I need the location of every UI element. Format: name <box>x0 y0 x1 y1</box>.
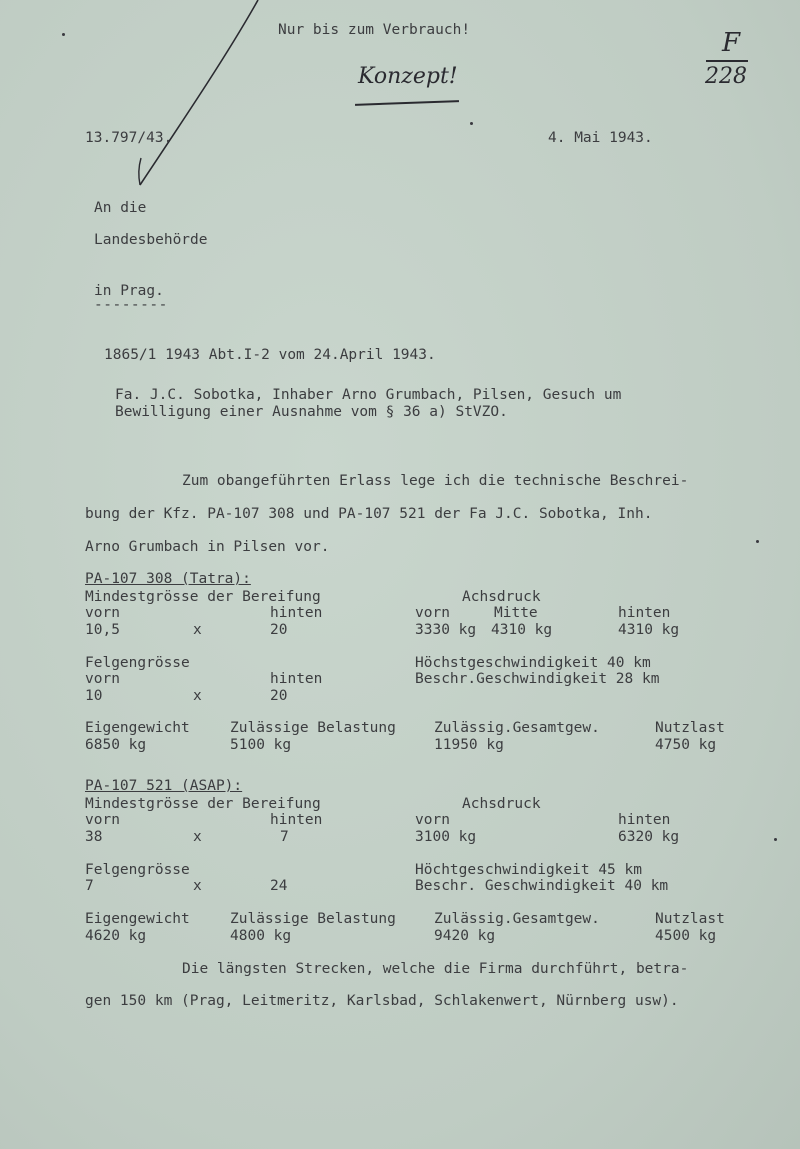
body-para2-line2: gen 150 km (Prag, Leitmeritz, Karlsbad, Schlakenwert, Nürnberg usw). <box>85 993 679 1009</box>
vehicle1-axle-front-label: vorn <box>415 605 450 621</box>
vehicle2-tire-label: Mindestgrösse der Bereifung <box>85 796 321 812</box>
vehicle1-tire-rear: 20 <box>270 622 288 638</box>
body-para1-line3: Arno Grumbach in Pilsen vor. <box>85 539 330 555</box>
vehicle2-rim-label: Felgengrösse <box>85 862 190 878</box>
vehicle1-tire-label: Mindestgrösse der Bereifung <box>85 589 321 605</box>
folio-number: 228 <box>705 64 747 89</box>
vehicle1-weight-value-1: 6850 kg <box>85 737 147 753</box>
vehicle2-weight-label-2: Zulässige Belastung <box>230 911 396 927</box>
vehicle2-axle-front-label: vorn <box>415 812 450 828</box>
vehicle1-rim-front: 10 <box>85 688 103 704</box>
vehicle2-rim-front: 7 <box>85 878 94 894</box>
vehicle2-speed-limited: Beschr. Geschwindigkeit 40 km <box>415 878 669 894</box>
vehicle1-axle-front: 3330 kg <box>415 622 477 638</box>
ink-speck <box>470 122 473 125</box>
vehicle2-axle-rear-label: hinten <box>618 812 671 828</box>
vehicle1-tire-front: 10,5 <box>85 622 120 638</box>
body-para2-line1: Die längsten Strecken, welche die Firma durchführt, betra- <box>182 961 689 977</box>
letter-date: 4. Mai 1943. <box>548 130 653 146</box>
vehicle1-rim-rear-label: hinten <box>270 671 323 687</box>
ink-speck <box>62 33 65 36</box>
addressee-line-3: in Prag. <box>94 283 164 299</box>
vehicle1-rim-front-label: vorn <box>85 671 120 687</box>
vehicle1-rim-label: Felgengrösse <box>85 655 190 671</box>
vehicle1-axle-rear: 4310 kg <box>618 622 680 638</box>
addressee-underline: -------- <box>94 297 168 313</box>
addressee-line-2: Landesbehörde <box>94 232 208 248</box>
vehicle1-rim-x: x <box>193 688 202 704</box>
vehicle1-axle-label: Achsdruck <box>462 589 541 605</box>
vehicle2-axle-label: Achsdruck <box>462 796 541 812</box>
vehicle2-weight-value-4: 4500 kg <box>655 928 717 944</box>
vehicle2-tire-rear-label: hinten <box>270 812 323 828</box>
vehicle2-speed-max: Höchtgeschwindigkeit 45 km <box>415 862 642 878</box>
vehicle1-axle-mid: 4310 kg <box>491 622 553 638</box>
vehicle1-tire-rear-label: hinten <box>270 605 323 621</box>
vehicle2-weight-label-4: Nutzlast <box>655 911 725 927</box>
vehicle1-weight-value-4: 4750 kg <box>655 737 717 753</box>
vehicle2-rim-x: x <box>193 878 202 894</box>
addressee-line-1: An die <box>94 200 147 216</box>
ink-speck <box>756 540 759 543</box>
reference-number: 13.797/43. <box>85 130 173 146</box>
vehicle1-axle-mid-label: Mitte <box>494 605 538 621</box>
folio-divider <box>706 60 748 62</box>
vehicle2-tire-x: x <box>193 829 202 845</box>
vehicle1-speed-max: Höchstgeschwindigkeit 40 km <box>415 655 651 671</box>
distribution-notice: Nur bis zum Verbrauch! <box>278 22 471 38</box>
vehicle2-tire-front-label: vorn <box>85 812 120 828</box>
body-para1-line2: bung der Kfz. PA-107 308 und PA-107 521 der Fa J.C. Sobotka, Inh. <box>85 506 653 522</box>
vehicle2-weight-value-2: 4800 kg <box>230 928 292 944</box>
vehicle1-weight-label-1: Eigengewicht <box>85 720 190 736</box>
folio-letter: F <box>722 28 741 58</box>
vehicle2-tire-rear: 7 <box>280 829 289 845</box>
vehicle2-tire-front: 38 <box>85 829 103 845</box>
subject-line-1: Fa. J.C. Sobotka, Inhaber Arno Grumbach, Pilsen, Gesuch um <box>115 387 622 403</box>
vehicle1-axle-rear-label: hinten <box>618 605 671 621</box>
subject-line-2: Bewilligung einer Ausnahme vom § 36 a) StVZO. <box>115 404 508 420</box>
konzept-stamp: Konzept! <box>358 64 458 89</box>
vehicle2-weight-value-3: 9420 kg <box>434 928 496 944</box>
vehicle1-weight-value-3: 11950 kg <box>434 737 504 753</box>
vehicle1-tire-front-label: vorn <box>85 605 120 621</box>
vehicle1-weight-label-4: Nutzlast <box>655 720 725 736</box>
vehicle2-rim-rear: 24 <box>270 878 288 894</box>
vehicle1-weight-label-2: Zulässige Belastung <box>230 720 396 736</box>
body-para1-line1: Zum obangeführten Erlass lege ich die technische Beschrei- <box>182 473 689 489</box>
vehicle1-title: PA-107 308 (Tatra): <box>85 571 251 587</box>
vehicle1-weight-value-2: 5100 kg <box>230 737 292 753</box>
vehicle1-speed-limited: Beschr.Geschwindigkeit 28 km <box>415 671 660 687</box>
subject-reference: 1865/1 1943 Abt.I-2 vom 24.April 1943. <box>104 347 436 363</box>
vehicle2-title: PA-107 521 (ASAP): <box>85 778 243 794</box>
ink-speck <box>774 838 777 841</box>
vehicle1-tire-x: x <box>193 622 202 638</box>
vehicle1-rim-rear: 20 <box>270 688 288 704</box>
vehicle1-weight-label-3: Zulässig.Gesamtgew. <box>434 720 600 736</box>
vehicle2-axle-front: 3100 kg <box>415 829 477 845</box>
vehicle2-weight-label-1: Eigengewicht <box>85 911 190 927</box>
vehicle2-axle-rear: 6320 kg <box>618 829 680 845</box>
vehicle2-weight-value-1: 4620 kg <box>85 928 147 944</box>
vehicle2-weight-label-3: Zulässig.Gesamtgew. <box>434 911 600 927</box>
